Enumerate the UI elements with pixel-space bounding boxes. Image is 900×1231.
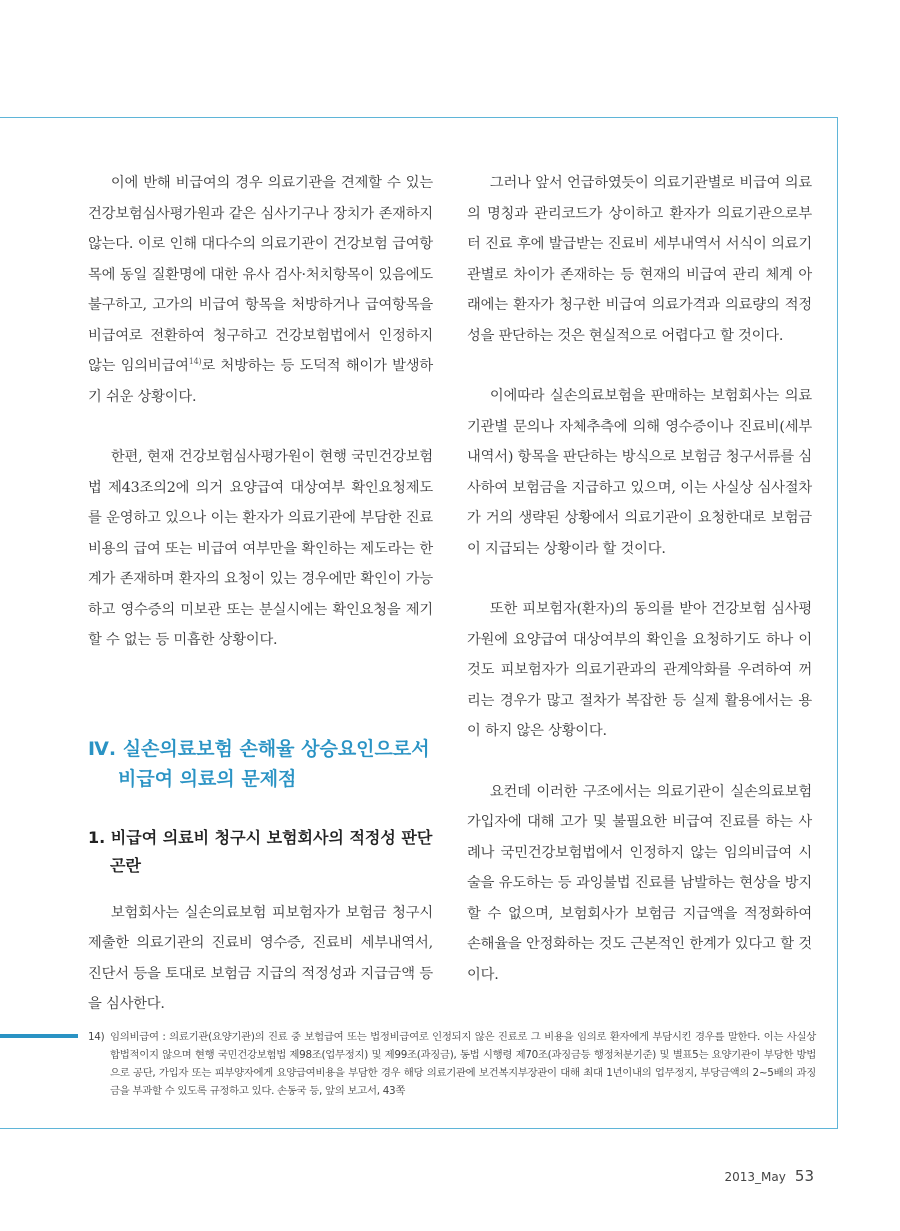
issue-label: 2013_May [724, 1170, 786, 1184]
right-paragraph-4: 요컨데 이러한 구조에서는 의료기관이 실손의료보험 가입자에 대해 고가 및 불필요한 비급여 진료를 하는 사례나 국민건강보험법에서 인정하지 않는 임의비급여 시술을 유도하는 등 과잉불법 진료를 남발하는 현상을 방지할 수 없으며, 보험회사가 보험금 지급액을 적정화하여 손해율을 안정화하는 것도 근본적인 한계가 있다고 할 것이다. [467, 783, 812, 983]
left-paragraph-1-text: 이에 반해 비급여의 경우 의료기관을 견제할 수 있는 건강보험심사평가원과 같은 심사기구나 장치가 존재하지 않는다. 이로 인해 대다수의 의료기관이 건강보험 급여항목에 동일 질환명에 대한 유사 검사·처치항목이 있음에도 불구하고, 고가의 비급여 항목을 처방하거나 급여항목을 비급여로 전환하여 청구하고 건강보험법에서 인정하지 않는 임의비급여 [88, 175, 433, 374]
subheading [88, 824, 433, 880]
footnote-reference[interactable]: 14) [188, 357, 202, 367]
footnote-text: 임의비급여 : 의료기관(요양기관)의 진료 중 보험급여 또는 법정비급여로 인정되지 않은 진료로 그 비용을 임의로 환자에게 부담시킨 경우를 말한다. 이는 사실상 합법적이지 않으며 현행 국민건강보험법 제98조(업무정지) 및 제99조(과징금), 동법 시행령 제70조(과징금등 행정처분기준) 및 별표5는 요양기관이 부당한 방법으로 공단, 가입자 또는 피부양자에게 요양급여비용을 부담한 경우 해당 의료기관에 보건복지부장관이 대해 최대 1년이내의 업무정지, 부당금액의 2~5배의 과징금을 부과할 수 있도록 규정하고 있다. 손동국 등, 앞의 보고서, 43쪽 [110, 1031, 816, 1097]
subheading-line-2: 곤란 [110, 855, 141, 875]
left-paragraph-1-tail: 로 처방하는 등 도덕적 해이가 발생하기 쉬운 상황이다. [88, 358, 433, 405]
left-paragraph-3: 보험회사는 실손의료보험 피보험자가 보험금 청구시 제출한 의료기관의 진료비 영수증, 진료비 세부내역서, 진단서 등을 토대로 보험금 지급의 적정성과 지급금액 등을 심사한다. [88, 904, 433, 1012]
section-heading-line-2: 비급여 의료의 문제점 [118, 767, 297, 790]
footnote-accent-bar [0, 1034, 78, 1038]
subheading-line-1: 1. 비급여 의료비 청구시 보험회사의 적정성 판단 [88, 827, 433, 847]
right-paragraph-3: 또한 피보험자(환자)의 동의를 받아 건강보험 심사평가원에 요양급여 대상여부의 확인을 요청하기도 하나 이것도 피보험자가 의료기관과의 관계악화를 우려하여 꺼리는 경우가 많고 절차가 복잡한 등 실제 활용에서는 용이 하지 않은 상황이다. [467, 601, 812, 739]
section-heading [88, 734, 433, 794]
right-paragraph-2: 이에따라 실손의료보험을 판매하는 보험회사는 의료기관별 문의나 자체추측에 의해 영수증이나 진료비(세부내역서) 항목을 판단하는 방식으로 보험금 청구서류를 심사하여 보험금을 지급하고 있으며, 이는 사실상 심사절차가 거의 생략된 상황에서 의료기관이 요청한대로 보험금이 지급되는 상황이라 할 것이다. [467, 388, 812, 557]
left-column [88, 168, 433, 1020]
page-number: 53 [794, 1167, 814, 1185]
right-column [467, 168, 812, 990]
footnote [88, 1028, 816, 1100]
section-heading-line-1: Ⅳ. 실손의료보험 손해율 상승요인으로서 [88, 737, 430, 760]
left-paragraph-2: 한편, 현재 건강보험심사평가원이 현행 국민건강보험법 제43조의2에 의거 요양급여 대상여부 확인요청제도를 운영하고 있으나 이는 환자가 의료기관에 부담한 진료비용의 급여 또는 비급여 여부만을 확인하는 제도라는 한계가 존재하며 환자의 요청이 있는 경우에만 확인이 가능하고 영수증의 미보관 또는 분실시에는 확인요청을 제기할 수 없는 등 미흡한 상황이다. [88, 449, 433, 648]
right-paragraph-1: 그러나 앞서 언급하였듯이 의료기관별로 비급여 의료의 명칭과 관리코드가 상이하고 환자가 의료기관으로부터 진료 후에 발급받는 진료비 세부내역서 서식이 의료기관별로 차이가 존재하는 등 현재의 비급여 관리 체계 아래에는 환자가 청구한 비급여 의료가격과 의료량의 적정성을 판단하는 것은 현실적으로 어렵다고 할 것이다. [467, 175, 812, 344]
page-footer [724, 1166, 814, 1185]
left-paragraph-1 [88, 168, 433, 412]
footnote-number: 14) [88, 1031, 105, 1043]
